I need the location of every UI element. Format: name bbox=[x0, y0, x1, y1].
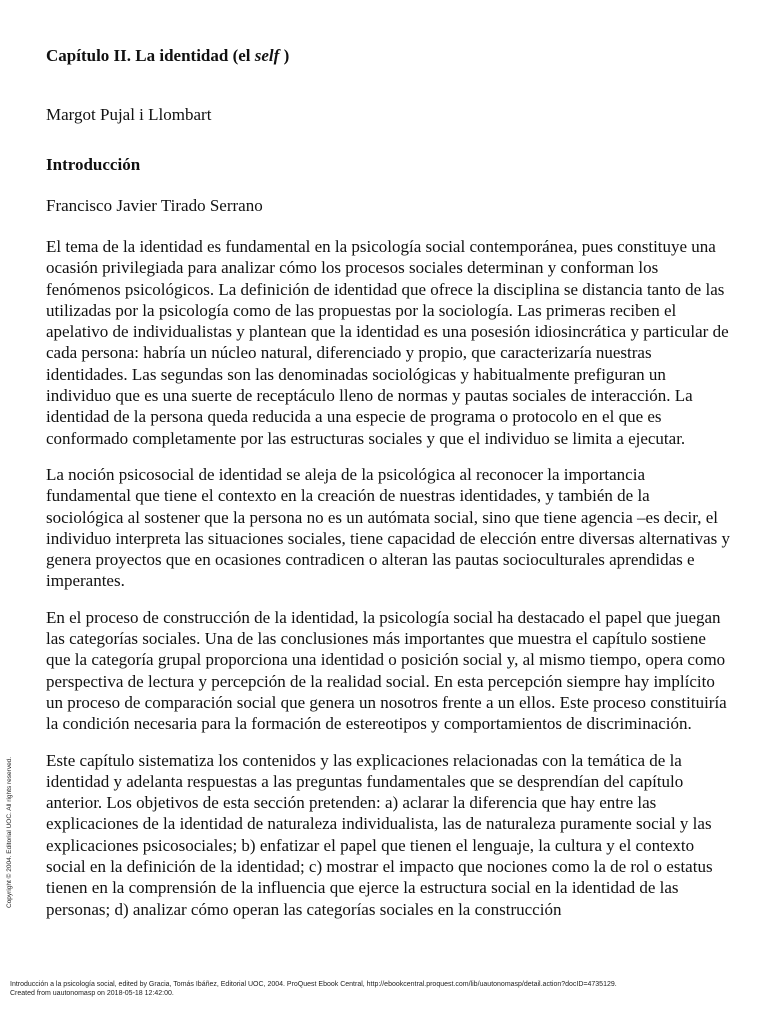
chapter-title bbox=[46, 46, 289, 66]
chapter-title-end: ) bbox=[279, 46, 290, 65]
body-text bbox=[46, 236, 730, 935]
page-footer bbox=[10, 980, 750, 998]
paragraph-2: La noción psicosocial de identidad se aleja de la psicológica al reconocer la importancia fundamental que tiene el contexto en la creación de nuestras identidades, y también de la sociológica al sostener que la persona no es un autómata social, sino que tiene agencia –es decir, el individuo interpreta las situaciones sociales, tiene capacidad de elección entre diversas alternativas y genera proyectos que en ocasiones contradicen o alteran las pautas socioculturales aprendidas e imperantes. bbox=[46, 464, 730, 591]
footer-citation: Introducción a la psicología social, edited by Gracia, Tomás Ibáñez, Editorial UOC, 2004. ProQuest Ebook Central, http://ebookcentral.proquest.com/lib/uautonomasp/detail.action?docID=4735129. bbox=[10, 981, 617, 988]
section-author: Francisco Javier Tirado Serrano bbox=[46, 196, 263, 215]
chapter-author: Margot Pujal i Llombart bbox=[46, 105, 212, 124]
copyright-notice bbox=[2, 712, 16, 908]
section-heading: Introducción bbox=[46, 155, 141, 174]
chapter-title-text: Capítulo II. La identidad (el bbox=[46, 46, 255, 65]
chapter-title-italic: self bbox=[254, 46, 280, 65]
paragraph-1: El tema de la identidad es fundamental en la psicología social contemporánea, pues constituye una ocasión privilegiada para analizar cómo los procesos sociales determinan y conforman los fenómenos psicológicos. La definición de identidad que ofrece la disciplina se distancia tanto de las utilizadas por la psicología como de las propuestas por la sociología. Las primeras reciben el apelativo de individualistas y plantean que la identidad es una posesión idiosincrática y particular de cada persona: habría un núcleo natural, diferenciado y propio, que caracterizaría nuestras identidades. Las segundas son las denominadas sociológicas y habitualmente prefiguran un individuo que es una suerte de receptáculo lleno de normas y pautas sociales de interacción. La identidad de la persona queda reducida a una especie de programa o protocolo en el que es conformado completamente por las estructuras sociales y que el individuo se limita a ejecutar. bbox=[46, 237, 729, 448]
copyright-notice-text: Copyright © 2004. Editorial UOC. All rights reserved. bbox=[6, 756, 13, 908]
paragraph-4: Este capítulo sistematiza los contenidos y las explicaciones relacionadas con la temática de la identidad y adelanta respuestas a las preguntas fundamentales que se desprendían del capítulo anterior. Los objetivos de esta sección pretenden: a) aclarar la diferencia que hay entre las explicaciones de la identidad de naturaleza individualista, las de naturaleza puramente social y las explicaciones psicosociales; b) enfatizar el papel que tienen el lenguaje, la cultura y el contexto social en la definición de la identidad; c) mostrar el impacto que nociones como la de rol o estatus tienen en la comprensión de la influencia que ejerce la estructura social en la identidad de las personas; d) analizar cómo operan las categorías sociales en la construcción bbox=[46, 750, 713, 919]
footer-created: Created from uautonomasp on 2018-05-18 12:42:00. bbox=[10, 990, 174, 997]
paragraph-3: En el proceso de construcción de la identidad, la psicología social ha destacado el papel que juegan las categorías sociales. Una de las conclusiones más importantes que muestra el capítulo sostiene que la categoría grupal proporciona una identidad o posición social y, al mismo tiempo, opera como perspectiva de lectura y percepción de la realidad social. En esta percepción siempre hay implícito un proceso de comparación social que genera un nosotros frente a un ellos. Este proceso constituiría la condición necesaria para la formación de estereotipos y comportamientos de discriminación. bbox=[46, 607, 727, 734]
